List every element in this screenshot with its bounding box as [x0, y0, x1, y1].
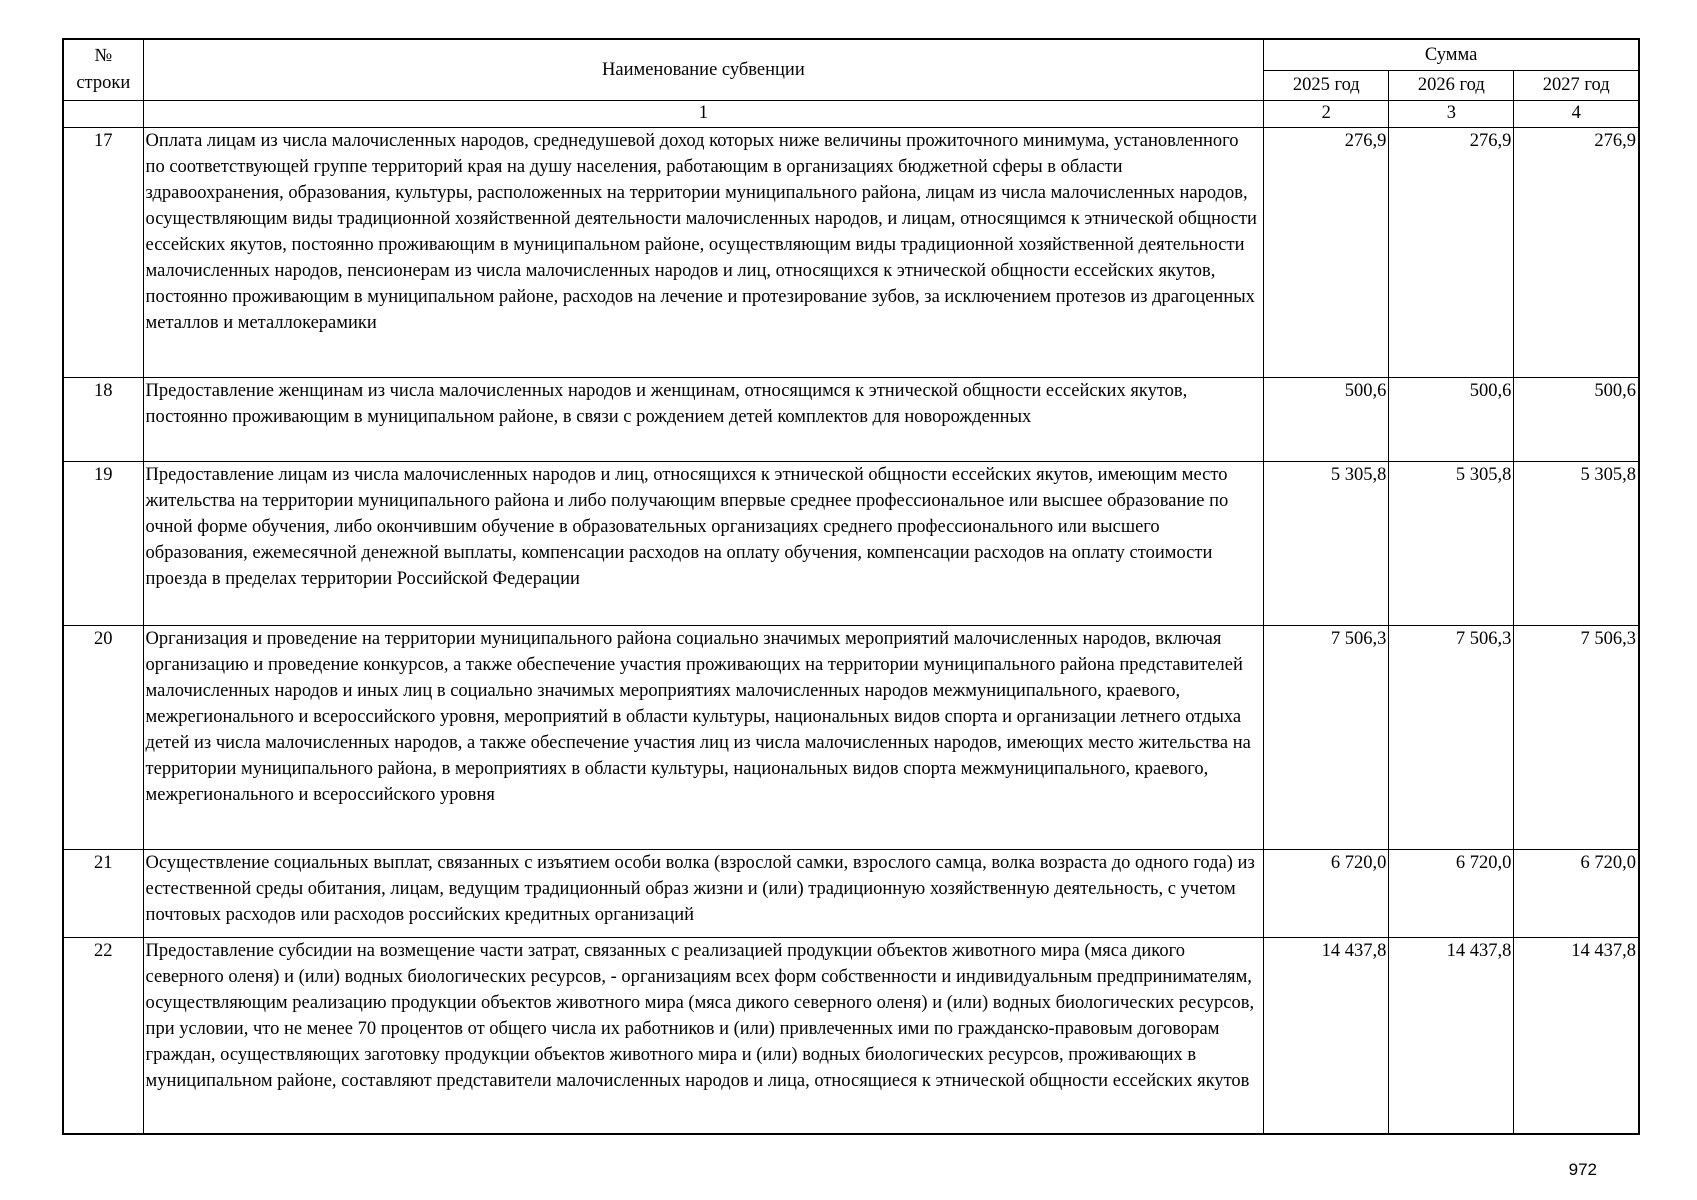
amount-2026: 7 506,3: [1389, 625, 1514, 849]
page-number: 972: [1568, 1160, 1597, 1179]
amount-2026: 276,9: [1389, 127, 1514, 377]
column-index-4: 4: [1514, 100, 1639, 127]
row-number: 22: [63, 937, 143, 1134]
amount-2025: 276,9: [1264, 127, 1389, 377]
subvention-table-container: [62, 38, 1640, 1135]
amount-2026: 14 437,8: [1389, 937, 1514, 1134]
header-row-number: [63, 39, 143, 100]
table-row: [63, 461, 1639, 625]
column-index-2: 2: [1264, 100, 1389, 127]
amount-2025: 14 437,8: [1264, 937, 1389, 1134]
header-row-number-line1: №: [94, 45, 113, 66]
header-year-2025: 2025 год: [1264, 70, 1389, 100]
amount-2026: 500,6: [1389, 377, 1514, 461]
amount-2025: 7 506,3: [1264, 625, 1389, 849]
column-index-1: 1: [143, 100, 1264, 127]
subvention-name: Оплата лицам из числа малочисленных народов, среднедушевой доход которых ниже величины прожиточного минимума, установленного по соответствующей группе территорий края на душу населения, работающим в организациях бюджетной сферы в области здравоохранения, образования, культуры, расположенных на территории муниципального района, лицам из числа малочисленных народов, осуществляющим виды традиционной хозяйственной деятельности малочисленных народов, и лицам, относящимся к этнической общности ессейских якутов, постоянно проживающим в муниципальном районе, осуществляющим виды традиционной хозяйственной деятельности малочисленных народов, пенсионерам из числа малочисленных народов и лиц, относящихся к этнической общности ессейских якутов, постоянно проживающим в муниципальном районе, расходов на лечение и протезирование зубов, за исключением протезов из драгоценных металлов и металлокерамики: [143, 127, 1264, 377]
column-index-empty: [63, 100, 143, 127]
amount-2027: 5 305,8: [1514, 461, 1639, 625]
subvention-name: Осуществление социальных выплат, связанных с изъятием особи волка (взрослой самки, взрослого самца, волка возраста до одного года) из естественной среды обитания, лицам, ведущим традиционный образ жизни и (или) традиционную хозяйственную деятельность, с учетом почтовых расходов или расходов российских кредитных организаций: [143, 849, 1264, 937]
header-year-2026: 2026 год: [1389, 70, 1514, 100]
subvention-name: Предоставление женщинам из числа малочисленных народов и женщинам, относящимся к этнической общности ессейских якутов, постоянно проживающим в муниципальном районе, в связи с рождением детей комплектов для новорожденных: [143, 377, 1264, 461]
header-year-2027: 2027 год: [1514, 70, 1639, 100]
column-index-row: [63, 100, 1639, 127]
table-row: [63, 625, 1639, 849]
amount-2025: 6 720,0: [1264, 849, 1389, 937]
header-row-1: [63, 39, 1639, 70]
amount-2027: 7 506,3: [1514, 625, 1639, 849]
table-row: [63, 849, 1639, 937]
row-number: 17: [63, 127, 143, 377]
table-row: [63, 937, 1639, 1134]
amount-2027: 500,6: [1514, 377, 1639, 461]
header-row-number-line2: строки: [76, 72, 131, 93]
amount-2026: 5 305,8: [1389, 461, 1514, 625]
amount-2025: 5 305,8: [1264, 461, 1389, 625]
amount-2027: 6 720,0: [1514, 849, 1639, 937]
amount-2027: 14 437,8: [1514, 937, 1639, 1134]
amount-2026: 6 720,0: [1389, 849, 1514, 937]
row-number: 18: [63, 377, 143, 461]
row-number: 19: [63, 461, 143, 625]
header-sum: Сумма: [1264, 39, 1639, 70]
subvention-table: [62, 38, 1640, 1135]
row-number: 21: [63, 849, 143, 937]
amount-2027: 276,9: [1514, 127, 1639, 377]
header-subvention-name: Наименование субвенции: [143, 39, 1264, 100]
table-row: [63, 377, 1639, 461]
subvention-name: Организация и проведение на территории муниципального района социально значимых мероприятий малочисленных народов, включая организацию и проведение конкурсов, а также обеспечение участия проживающих на территории муниципального района представителей малочисленных народов и иных лиц в социально значимых мероприятиях малочисленных народов межмуниципального, краевого, межрегионального и всероссийского уровня, мероприятий в области культуры, национальных видов спорта и организации летнего отдыха детей из числа малочисленных народов, а также обеспечение участия лиц из числа малочисленных народов, имеющих место жительства на территории муниципального района, в мероприятиях в области культуры, национальных видов спорта межмуниципального, краевого, межрегионального и всероссийского уровня: [143, 625, 1264, 849]
table-row: [63, 127, 1639, 377]
subvention-name: Предоставление субсидии на возмещение части затрат, связанных с реализацией продукции объектов животного мира (мяса дикого северного оленя) и (или) водных биологических ресурсов, - организациям всех форм собственности и индивидуальным предпринимателям, осуществляющим реализацию продукции объектов животного мира (мяса дикого северного оленя) и (или) водных биологических ресурсов, при условии, что не менее 70 процентов от общего числа их работников и (или) привлеченных ими по гражданско-правовым договорам граждан, осуществляющих заготовку продукции объектов животного мира и (или) водных биологических ресурсов, проживающих в муниципальном районе, составляют представители малочисленных народов и лица, относящиеся к этнической общности ессейских якутов: [143, 937, 1264, 1134]
row-number: 20: [63, 625, 143, 849]
column-index-3: 3: [1389, 100, 1514, 127]
amount-2025: 500,6: [1264, 377, 1389, 461]
subvention-name: Предоставление лицам из числа малочисленных народов и лиц, относящихся к этнической общности ессейских якутов, имеющим место жительства на территории муниципального района и либо получающим впервые среднее профессиональное или высшее образование по очной форме обучения, либо окончившим обучение в образовательных организациях среднего профессионального или высшего образования, ежемесячной денежной выплаты, компенсации расходов на оплату обучения, компенсации расходов на оплату стоимости проезда в пределах территории Российской Федерации: [143, 461, 1264, 625]
